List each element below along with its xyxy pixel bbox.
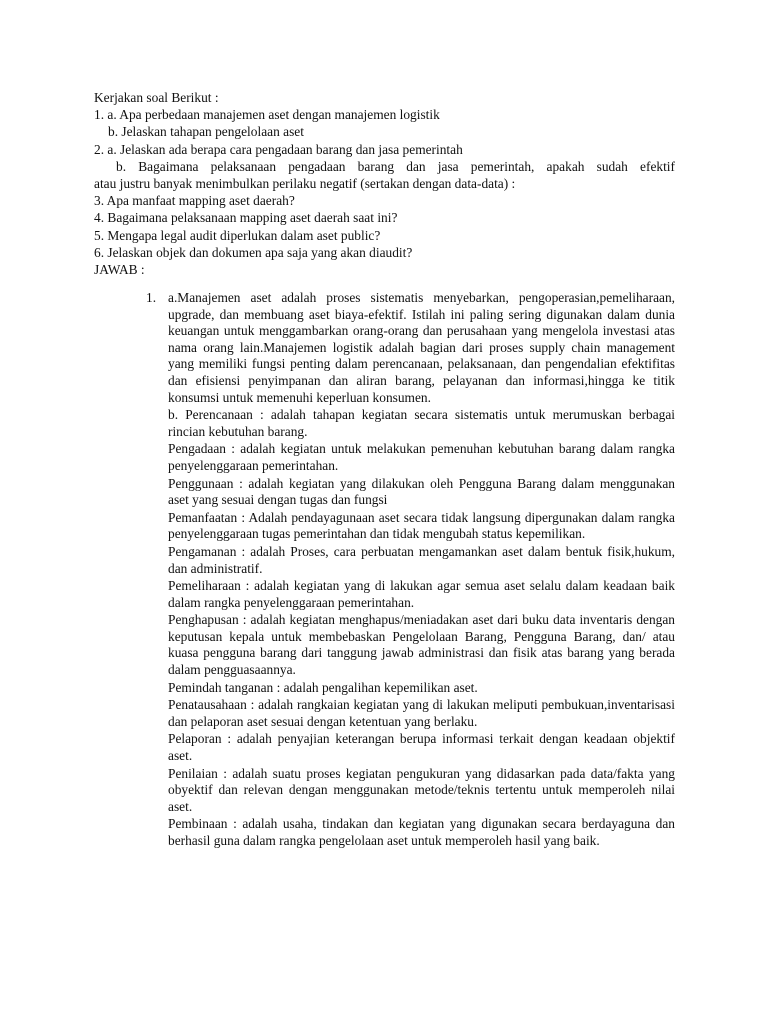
question-4: 4. Bagaimana pelaksanaan mapping aset daerah saat ini? xyxy=(94,210,398,226)
question-3: 3. Apa manfaat mapping aset daerah? xyxy=(94,193,295,209)
question-5: 5. Mengapa legal audit diperlukan dalam aset public? xyxy=(94,227,381,243)
question-2b-line1: b. Bagaimana pelaksanaan pengadaan barang dan jasa pemerintah, apakah sudah efektif xyxy=(116,158,675,174)
answer-section xyxy=(146,290,675,851)
question-2a: 2. a. Jelaskan ada berapa cara pengadaan barang dan jasa pemerintah xyxy=(94,141,463,157)
answer-paragraph: Penatausahaan : adalah rangkaian kegiatan yang di lakukan meliputi pembukuan,inventarisasi dan pelaporan aset sesuai dengan ketentuan yang berlaku. xyxy=(168,697,675,729)
question-2b-line2: atau justru banyak menimbulkan perilaku negatif (sertakan dengan data-data) : xyxy=(94,176,516,192)
question-1a: 1. a. Apa perbedaan manajemen aset dengan manajemen logistik xyxy=(94,107,440,123)
question-1b: b. Jelaskan tahapan pengelolaan aset xyxy=(108,124,304,140)
answer-paragraph: Pembinaan : adalah usaha, tindakan dan kegiatan yang digunakan secara berdayaguna dan berhasil guna dalam rangka pengelolaan aset untuk memperoleh hasil yang baik. xyxy=(168,816,675,848)
instruction-heading: Kerjakan soal Berikut : xyxy=(94,90,219,105)
answer-paragraph: Pemeliharaan : adalah kegiatan yang di lakukan agar semua aset selalu dalam keadaan baik dalam rangka penyelenggaraan pemerintahan. xyxy=(168,578,675,610)
answer-paragraph: Penghapusan : adalah kegiatan menghapus/meniadakan aset dari buku data inventaris dengan keputusan kepala untuk membebaskan Pengelolaan Barang, Pengguna Barang, dan/ atau kuasa pengguna barang dari tanggung jawab administrasi dan fisik atas barang yang berada dalam pengguasaannya. xyxy=(168,612,675,678)
answer-paragraph: Pemanfaatan : Adalah pendayagunaan aset secara tidak langsung dipergunakan dalam rangka penyelenggaraan tugas pemerintahan dan tidak mengubah status kepemilikan. xyxy=(168,509,675,542)
answer-number: 1. xyxy=(146,290,157,305)
answer-paragraph: Pengamanan : adalah Proses, cara perbuatan mengamankan aset dalam bentuk fisik,hukum, dan administratif. xyxy=(168,543,675,576)
answer-heading: JAWAB : xyxy=(94,262,145,278)
answer-paragraph: Pengadaan : adalah kegiatan untuk melakukan pemenuhan kebutuhan barang dalam rangka penyelenggaraan pemerintahan. xyxy=(168,441,675,473)
question-6: 6. Jelaskan objek dan dokumen apa saja yang akan diaudit? xyxy=(94,244,413,260)
answer-paragraph: Pemindah tanganan : adalah pengalihan kepemilikan aset. xyxy=(168,679,478,695)
question-list xyxy=(94,89,675,278)
answer-paragraph: Penilaian : adalah suatu proses kegiatan pengukuran yang didasarkan pada data/fakta yang obyektif dan relevan dengan menggunakan metode/teknis tertentu untuk memperoleh nilai aset. xyxy=(168,765,675,814)
answer-body xyxy=(168,290,675,850)
answer-paragraph: b. Perencanaan : adalah tahapan kegiatan secara sistematis untuk merumuskan berbagai rincian kebutuhan barang. xyxy=(168,407,675,439)
answer-paragraph: Pelaporan : adalah penyajian keterangan berupa informasi terkait dengan keadaan objektif aset. xyxy=(168,731,675,764)
answer-paragraph: Penggunaan : adalah kegiatan yang dilakukan oleh Pengguna Barang dalam menggunakan aset yang sesuai dengan tugas dan fungsi xyxy=(168,475,675,508)
answer-paragraph: a.Manajemen aset adalah proses sistematis menyebarkan, pengoperasian,pemeliharaan, upgrade, dan membuang aset biaya-efektif. Istilah ini paling sering digunakan dalam dunia keuangan untuk menggambarkan orang-orang dan perusahaan yang mengelola investasi atas nama orang lain.Manajemen logistik adalah bagian dari proses supply chain management yang memiliki fungsi penting dalam perencanaan, pelaksanaan, dan pengendalian efektifitas dan efisiensi penyimpanan dan aliran barang, pelayanan dan informasi,hingga ke titik konsumsi untuk memenuhi keperluan konsumen. xyxy=(168,290,675,405)
